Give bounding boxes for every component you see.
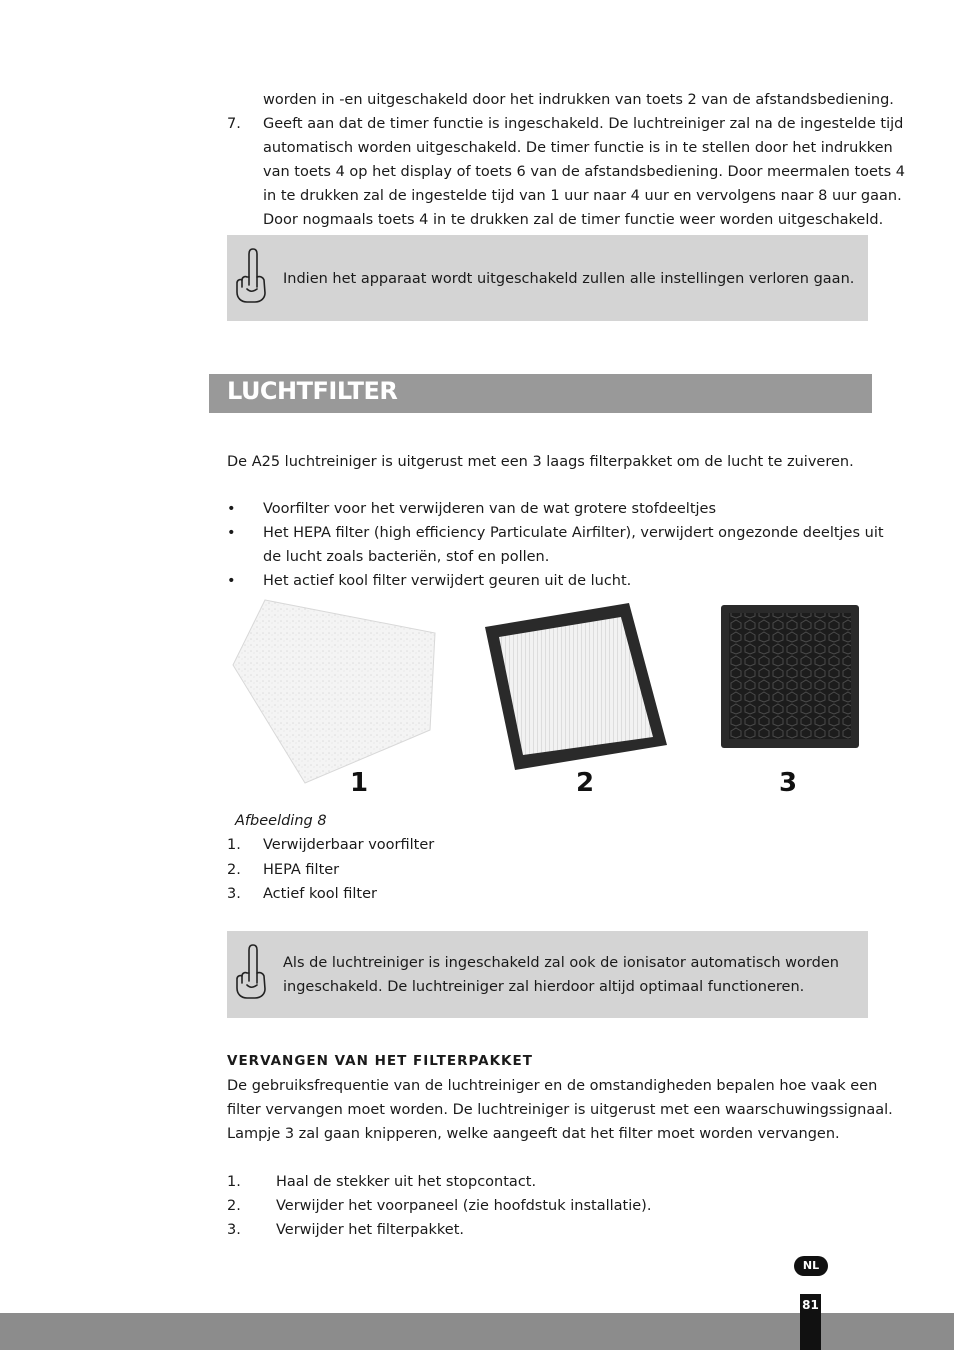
list-item-7-line: Door nogmaals toets 4 in te drukken zal de timer functie weer worden uitgeschakeld. xyxy=(263,212,884,228)
subsection-title: VERVANGEN VAN HET FILTERPAKKET xyxy=(227,1053,533,1069)
figure-number: 3 xyxy=(779,768,798,798)
legend-label: Verwijderbaar voorfilter xyxy=(263,837,435,853)
pointing-hand-icon xyxy=(233,941,269,1001)
pointing-hand-icon xyxy=(233,245,269,305)
list-number: 7. xyxy=(227,116,241,132)
list-item-7-line: automatisch worden uitgeschakeld. De timer functie is in te stellen door het indrukken xyxy=(263,140,893,156)
step-label: Verwijder het filterpakket. xyxy=(276,1222,465,1238)
bullet-item: de lucht zoals bacteriën, stof en pollen. xyxy=(263,549,550,565)
paragraph-line: Lampje 3 zal gaan knipperen, welke aangeeft dat het filter moet worden vervangen. xyxy=(227,1126,840,1142)
figure-number: 2 xyxy=(576,768,595,798)
note-text: Indien het apparaat wordt uitgeschakeld zullen alle instellingen verloren gaan. xyxy=(283,271,855,287)
list-item-7-line: van toets 4 op het display of toets 6 van de afstandsbediening. Door meermalen toets 4 xyxy=(263,164,905,180)
note-text: Als de luchtreiniger is ingeschakeld zal ook de ionisator automatisch worden xyxy=(283,955,839,971)
bullet-icon: • xyxy=(227,573,236,589)
note-box xyxy=(227,931,868,1018)
intro-paragraph: De A25 luchtreiniger is uitgerust met een 3 laags filterpakket om de lucht te zuiveren. xyxy=(227,454,854,470)
legend-number: 1. xyxy=(227,837,241,853)
step-number: 2. xyxy=(227,1198,241,1214)
paragraph-line: De gebruiksfrequentie van de luchtreiniger en de omstandigheden bepalen hoe vaak een xyxy=(227,1078,878,1094)
list-item-7-line: in te drukken zal de ingestelde tijd van 1 uur naar 4 uur en vervolgens naar 8 uur gaan. xyxy=(263,188,902,204)
prefilter-shape xyxy=(233,600,435,783)
bullet-icon: • xyxy=(227,525,236,541)
paragraph-line: filter vervangen moet worden. De luchtreiniger is uitgerust met een waarschuwingssignaal. xyxy=(227,1102,893,1118)
step-number: 3. xyxy=(227,1222,241,1238)
legend-number: 3. xyxy=(227,886,241,902)
figure-caption: Afbeelding 8 xyxy=(235,813,327,829)
page-number: 81 xyxy=(802,1298,819,1312)
bullet-item: Het actief kool filter verwijdert geuren uit de lucht. xyxy=(263,573,632,589)
figure-number: 1 xyxy=(350,768,369,798)
list-item-continuation: worden in -en uitgeschakeld door het indrukken van toets 2 van de afstandsbediening. xyxy=(263,92,894,108)
note-box xyxy=(227,235,868,321)
language-badge: NL xyxy=(794,1256,828,1276)
legend-label: HEPA filter xyxy=(263,862,340,878)
legend-number: 2. xyxy=(227,862,241,878)
filters-illustration xyxy=(225,595,875,795)
section-title: LUCHTFILTER xyxy=(227,377,398,405)
bullet-item: Het HEPA filter (high efficiency Particulate Airfilter), verwijdert ongezonde deeltjes uit xyxy=(263,525,884,541)
note-text: ingeschakeld. De luchtreiniger zal hierdoor altijd optimaal functioneren. xyxy=(283,979,805,995)
bullet-item: Voorfilter voor het verwijderen van de wat grotere stofdeeltjes xyxy=(263,501,717,517)
section-header xyxy=(209,374,872,413)
legend-label: Actief kool filter xyxy=(263,886,377,902)
list-item-7-line: Geeft aan dat de timer functie is ingeschakeld. De luchtreiniger zal na de ingestelde tijd xyxy=(263,116,904,132)
step-number: 1. xyxy=(227,1174,241,1190)
carbon-media xyxy=(729,613,851,739)
step-label: Verwijder het voorpaneel (zie hoofdstuk installatie). xyxy=(276,1198,652,1214)
page-number-tab xyxy=(800,1294,821,1350)
bullet-icon: • xyxy=(227,501,236,517)
step-label: Haal de stekker uit het stopcontact. xyxy=(276,1174,537,1190)
